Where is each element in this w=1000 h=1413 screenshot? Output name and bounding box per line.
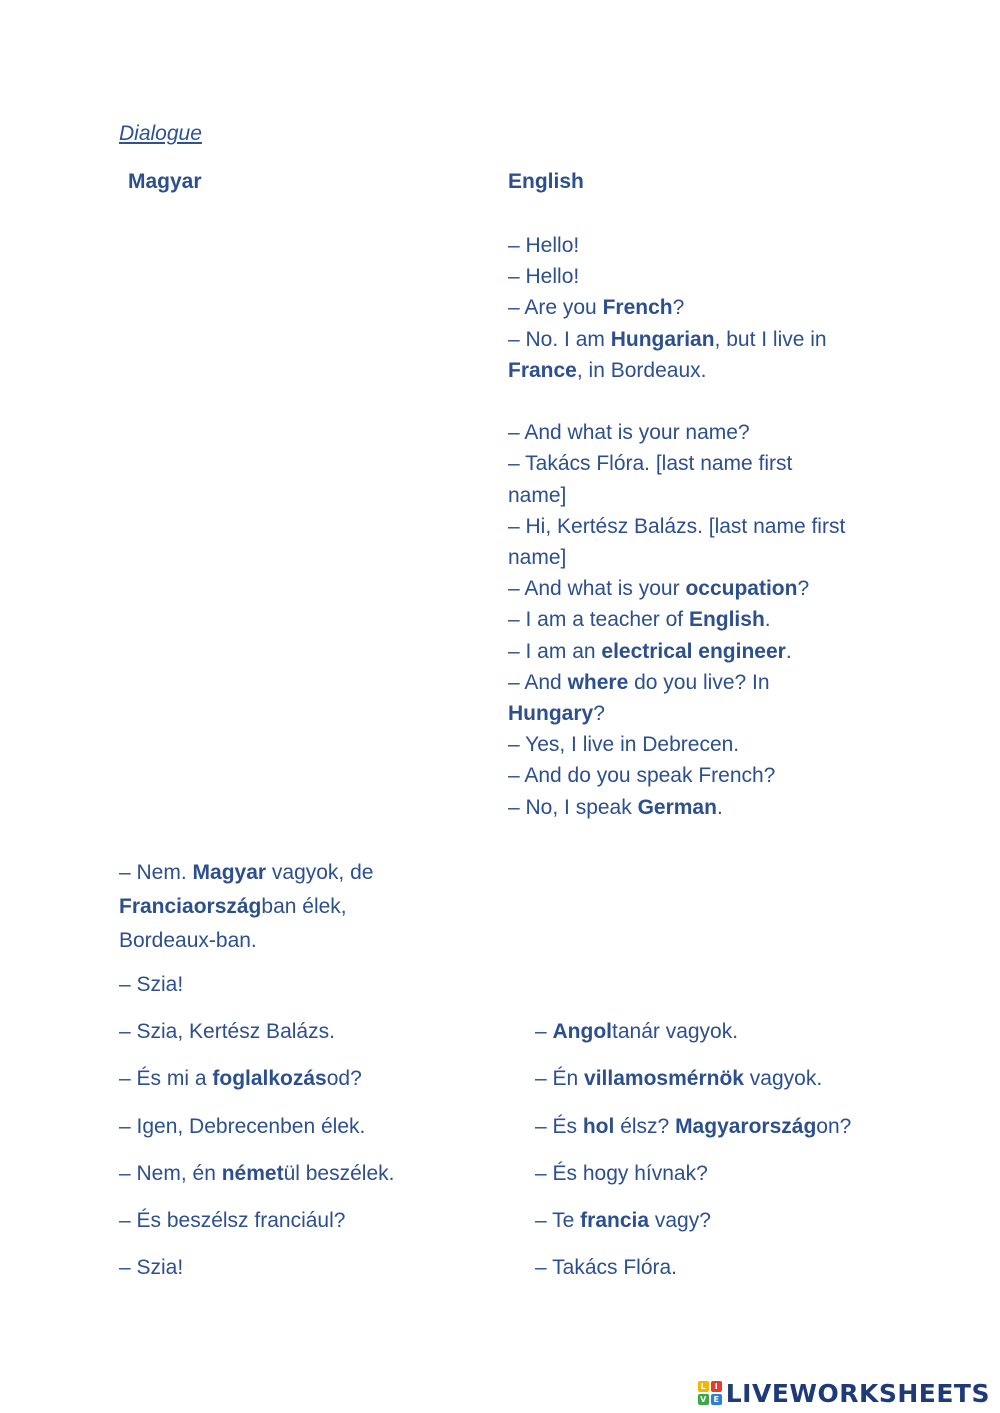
bold-term: French <box>602 296 673 320</box>
text-run: – Takács Flóra. <box>535 1256 678 1279</box>
english-line <box>508 729 888 760</box>
text-run: – I am an <box>508 639 602 663</box>
magyar-option-left[interactable] <box>119 1018 335 1046</box>
text-run: – I am a teacher of <box>508 608 689 632</box>
text-run: ? <box>593 702 605 726</box>
english-line <box>508 480 888 511</box>
text-run: – And do you speak French? <box>508 764 776 788</box>
text-run: – Hello! <box>508 265 580 289</box>
magyar-option-right[interactable] <box>535 1018 738 1046</box>
magyar-option-right[interactable] <box>535 1160 708 1188</box>
bold-term: Magyar <box>192 861 267 884</box>
magyar-option-left[interactable] <box>119 971 183 999</box>
text-run: on? <box>816 1115 852 1138</box>
magyar-option-left[interactable] <box>119 1207 345 1235</box>
text-run: – Hello! <box>508 234 580 257</box>
magyar-option-right[interactable] <box>535 1065 822 1093</box>
english-line <box>508 292 888 323</box>
logo-letter-tile: V <box>698 1394 709 1405</box>
brand-text: LIVEWORKSHEETS <box>725 1378 990 1408</box>
magyar-option-left[interactable] <box>119 1254 183 1282</box>
text-run: – Igen, Debrecenben élek. <box>119 1115 366 1138</box>
text-run: ül beszélek. <box>283 1162 395 1185</box>
magyar-option-left[interactable] <box>119 1160 394 1188</box>
text-run: – Nem, én <box>119 1162 222 1185</box>
english-line <box>508 667 888 698</box>
logo-letter-tile: L <box>698 1381 709 1392</box>
english-line <box>508 542 888 573</box>
bold-term: villamosmérnök <box>584 1067 744 1090</box>
english-line <box>508 604 888 635</box>
english-line <box>508 792 888 823</box>
bold-term: occupation <box>685 577 798 601</box>
text-run: ? <box>797 577 810 601</box>
text-run: – Szia! <box>119 973 184 996</box>
text-run: – Te <box>535 1209 581 1232</box>
magyar-option-left[interactable] <box>119 1113 365 1141</box>
bold-term: Hungary <box>508 702 594 726</box>
text-run: tanár vagyok. <box>612 1020 739 1043</box>
english-line <box>508 698 888 729</box>
bold-term: német <box>221 1162 284 1185</box>
text-run: – Szia! <box>119 1256 184 1279</box>
bold-term: foglalkozás <box>212 1067 327 1090</box>
english-dialogue <box>508 230 888 823</box>
english-line <box>508 417 888 448</box>
bold-term: Hungarian <box>610 327 715 351</box>
bold-term: English <box>688 608 765 632</box>
text-run: – And what is your name? <box>508 421 750 445</box>
liveworksheets-logo-icon <box>698 1381 722 1405</box>
magyar-option-right[interactable] <box>535 1207 711 1235</box>
english-line <box>508 324 888 355</box>
text-run: ban élek, <box>261 895 347 918</box>
text-run: – <box>535 1020 553 1043</box>
text-run: ? <box>672 296 685 320</box>
english-line <box>508 760 888 791</box>
text-run: – No. I am <box>508 327 611 351</box>
english-line <box>508 511 888 542</box>
english-line <box>508 230 888 261</box>
text-run: – Szia, Kertész Balázs. <box>119 1020 335 1043</box>
text-run: Bordeaux-ban. <box>119 929 257 952</box>
text-run: vagy? <box>649 1209 711 1232</box>
text-run: – Hi, Kertész Balázs. [last name first <box>508 514 846 538</box>
bold-term: francia <box>580 1209 650 1232</box>
text-run: . <box>764 608 771 632</box>
text-run: – És <box>535 1115 583 1138</box>
text-run: – And <box>508 670 568 694</box>
bold-term: German <box>637 795 717 819</box>
column-header-magyar: Magyar <box>128 170 202 193</box>
text-run: – Takács Flóra. [last name first <box>508 452 793 476</box>
column-header-english: English <box>508 170 584 193</box>
bold-term: Franciaország <box>119 895 262 918</box>
text-run: , but I live in <box>714 327 827 351</box>
text-run: – És hogy hívnak? <box>535 1162 708 1185</box>
liveworksheets-brand <box>698 1377 990 1409</box>
english-line <box>508 448 888 479</box>
english-line <box>508 355 888 386</box>
magyar-paragraph-line <box>119 890 419 924</box>
english-line <box>508 636 888 667</box>
text-run: – Are you <box>508 296 603 320</box>
bold-term: electrical engineer <box>601 639 786 663</box>
text-run: – Nem. <box>119 861 193 884</box>
text-run: – And what is your <box>508 577 686 601</box>
magyar-paragraph <box>119 856 419 958</box>
text-run: – Yes, I live in Debrecen. <box>508 733 740 757</box>
magyar-option-right[interactable] <box>535 1254 677 1282</box>
text-run: name] <box>508 546 567 570</box>
text-run: vagyok. <box>743 1067 823 1090</box>
logo-letter-tile: I <box>711 1381 722 1392</box>
bold-term: hol <box>582 1115 615 1138</box>
magyar-paragraph-line <box>119 856 419 890</box>
text-run: . <box>785 639 792 663</box>
english-line <box>508 261 888 292</box>
english-line <box>508 573 888 604</box>
text-run: od? <box>326 1067 362 1090</box>
magyar-paragraph-line <box>119 924 419 958</box>
text-run: name] <box>508 483 567 507</box>
text-run: , in Bordeaux. <box>576 358 707 382</box>
text-run: élsz? <box>614 1115 676 1138</box>
logo-letter-tile: E <box>711 1394 722 1405</box>
text-run: – No, I speak <box>508 795 638 819</box>
bold-term: where <box>567 670 629 694</box>
text-run: – És beszélsz franciául? <box>119 1209 346 1232</box>
dialogue-title: Dialogue <box>119 122 202 145</box>
text-run: – És mi a <box>119 1067 213 1090</box>
bold-term: Angol <box>552 1020 612 1043</box>
magyar-option-left[interactable] <box>119 1065 362 1093</box>
bold-term: Magyarország <box>675 1115 817 1138</box>
text-run: do you live? In <box>628 670 770 694</box>
text-run: . <box>716 795 723 819</box>
magyar-option-right[interactable] <box>535 1113 851 1141</box>
blank-line <box>508 386 888 417</box>
text-run: vagyok, de <box>266 861 374 884</box>
bold-term: France <box>508 358 577 382</box>
text-run: – Én <box>535 1067 585 1090</box>
